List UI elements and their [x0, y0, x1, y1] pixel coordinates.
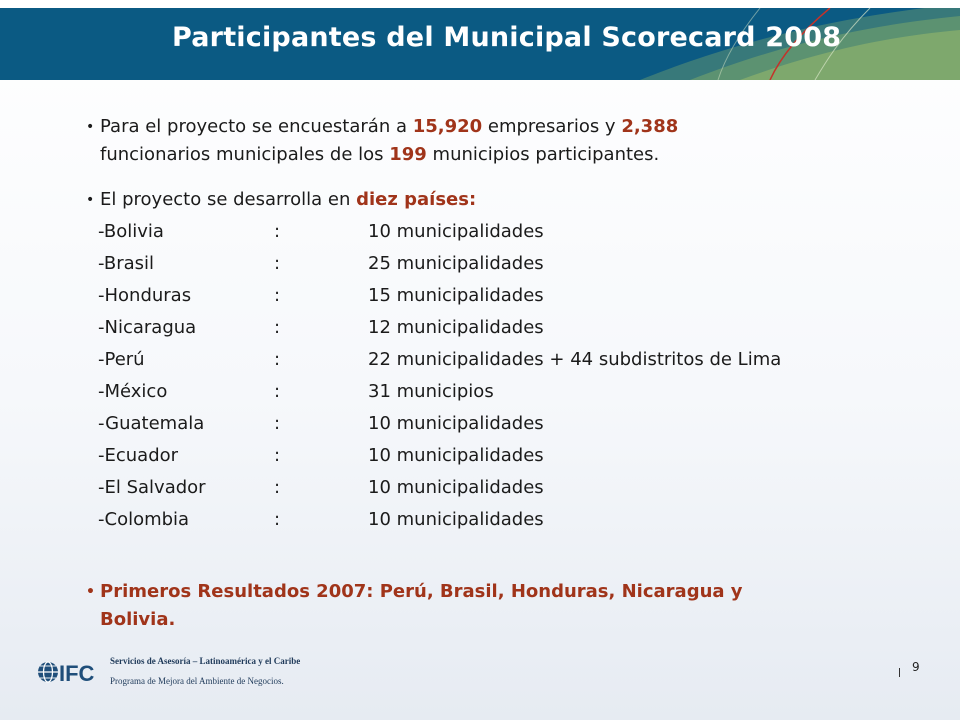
- country-name: -Guatemala: [98, 413, 205, 434]
- country-name: -Ecuador: [98, 445, 179, 466]
- bullet-countries-intro: [86, 186, 476, 214]
- footer-text: [110, 656, 300, 686]
- bullet1-text-d: municipios participantes.: [426, 144, 660, 165]
- country-separator: :: [274, 349, 281, 370]
- country-separator: :: [274, 477, 281, 498]
- country-count: 10 municipalidades: [368, 413, 544, 434]
- country-separator: :: [274, 381, 281, 402]
- country-name: -Perú: [98, 349, 145, 370]
- country-count: 31 municipios: [368, 381, 494, 402]
- funcionarios-count: 2,388: [621, 116, 679, 137]
- country-name: -Bolivia: [98, 221, 164, 242]
- country-separator: :: [274, 285, 281, 306]
- bullet2-text: El proyecto se desarrolla en: [100, 189, 357, 210]
- bullet1-text-b: empresarios y: [482, 116, 622, 137]
- ifc-logo-text: IFC: [59, 661, 95, 686]
- country-name: -Nicaragua: [98, 317, 197, 338]
- country-count: 10 municipalidades: [368, 477, 544, 498]
- country-separator: :: [274, 253, 281, 274]
- country-name: -México: [98, 381, 168, 402]
- bullet2-highlight: diez países:: [356, 189, 477, 210]
- country-separator: :: [274, 509, 281, 530]
- country-name: -Brasil: [98, 253, 155, 274]
- bullet1-line2: [86, 141, 678, 169]
- bullet-icon: •: [86, 192, 95, 208]
- bullet-first-results: [86, 578, 866, 634]
- bullet1-text-c: funcionarios municipales de los: [100, 144, 390, 165]
- title-banner: [0, 8, 960, 80]
- footer-line2: Programa de Mejora del Ambiente de Negocios.: [110, 676, 284, 686]
- country-name: -Honduras: [98, 285, 192, 306]
- country-separator: :: [274, 221, 281, 242]
- municipios-count: 199: [389, 144, 427, 165]
- empresarios-count: 15,920: [412, 116, 483, 137]
- country-name: -El Salvador: [98, 477, 206, 498]
- country-count: 15 municipalidades: [368, 285, 544, 306]
- page-number: 9: [912, 660, 920, 674]
- page-title: Participantes del Municipal Scorecard 2008: [172, 22, 842, 53]
- bullet-survey-totals: [86, 113, 678, 169]
- page-divider: [899, 668, 900, 677]
- footer-line1: Servicios de Asesoría – Latinoamérica y el Caribe: [110, 656, 301, 666]
- country-name: -Colombia: [98, 509, 190, 530]
- country-count: 10 municipalidades: [368, 445, 544, 466]
- bullet1-text-a: Para el proyecto se encuestarán a: [100, 116, 413, 137]
- bullet-icon: •: [86, 119, 95, 135]
- country-separator: :: [274, 445, 281, 466]
- country-count: 25 municipalidades: [368, 253, 544, 274]
- country-count: 10 municipalidades: [368, 509, 544, 530]
- country-count: 10 municipalidades: [368, 221, 544, 242]
- bullet-icon: •: [86, 584, 95, 600]
- country-count: 22 municipalidades + 44 subdistritos de Lima: [368, 349, 782, 370]
- first-results-line2: Bolivia.: [100, 609, 176, 630]
- country-count: 12 municipalidades: [368, 317, 544, 338]
- country-separator: :: [274, 413, 281, 434]
- first-results-line1: Primeros Resultados 2007: Perú, Brasil, Honduras, Nicaragua y: [100, 581, 743, 602]
- country-separator: :: [274, 317, 281, 338]
- ifc-logo: [37, 658, 103, 686]
